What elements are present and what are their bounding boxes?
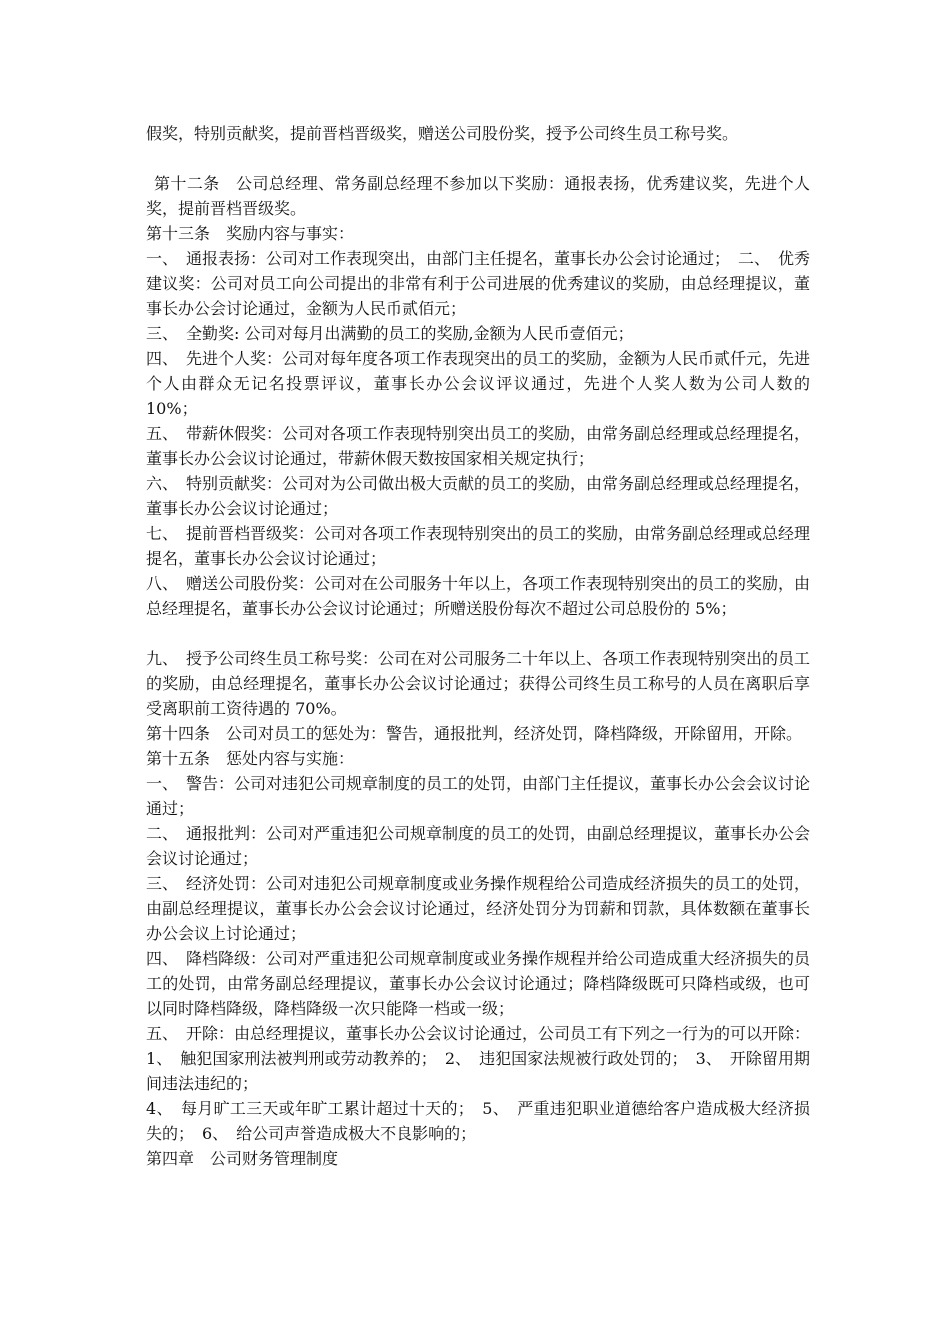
penalty-item-2: 二、 通报批判：公司对严重违犯公司规章制度的员工的处罚，由副总经理提议，董事长办公会会议讨论通过； <box>146 824 811 868</box>
award-item-8: 八、 赠送公司股份奖：公司对在公司服务十年以上，各项工作表现特别突出的员工的奖励，由总经理提名，董事长办公会议讨论通过；所赠送股份每次不超过公司总股份的 5%； <box>146 574 811 618</box>
penalty-item-5: 五、 开除：由总经理提议，董事长办公会议讨论通过，公司员工有下列之一行为的可以开除： <box>146 1024 811 1043</box>
dismissal-conditions-1-3: 1、 触犯国家刑法被判刑或劳动教养的； 2、 违犯国家法规被行政处罚的； 3、 开除留用期间违法违纪的； <box>146 1049 810 1093</box>
article-15-heading: 第十五条 惩处内容与实施： <box>146 749 355 768</box>
article-12: 第十二条 公司总经理、常务副总经理不参加以下奖励：通报表扬，优秀建议奖，先进个人奖，提前晋档晋级奖。 <box>146 174 810 218</box>
dismissal-conditions-4-6: 4、 每月旷工三天或年旷工累计超过十天的； 5、 严重违犯职业道德给客户造成极大经济损失的； 6、 给公司声誉造成极大不良影响的； <box>146 1099 810 1143</box>
penalty-item-1: 一、 警告：公司对违犯公司规章制度的员工的处罚，由部门主任提议，董事长办公会会议讨论通过； <box>146 774 811 818</box>
award-item-4: 四、 先进个人奖：公司对每年度各项工作表现突出的员工的奖励，金额为人民币贰仟元，先进个人由群众无记名投票评议，董事长办公会议评议通过，先进个人奖人数为公司人数的 10%； <box>146 349 811 418</box>
article-14: 第十四条 公司对员工的惩处为：警告，通报批判，经济处罚，降档降级，开除留用，开除。 <box>146 724 803 743</box>
award-item-3: 三、 全勤奖: 公司对每月出满勤的员工的奖励,金额为人民币壹佰元； <box>146 324 634 343</box>
penalty-item-3: 三、 经济处罚：公司对违犯公司规章制度或业务操作规程给公司造成经济损失的员工的处罚，由副总经理提议，董事长办公会会议讨论通过，经济处罚分为罚薪和罚款，具体数额在董事长办公会议上讨论通过； <box>146 874 811 943</box>
article-13-heading: 第十三条 奖励内容与事实： <box>146 224 355 243</box>
chapter-4-heading: 第四章 公司财务管理制度 <box>146 1149 339 1168</box>
paragraph-award-list-continued: 假奖，特别贡献奖，提前晋档晋级奖，赠送公司股份奖，授予公司终生员工称号奖。 <box>146 124 739 143</box>
award-item-1-2: 一、 通报表扬：公司对工作表现突出，由部门主任提名，董事长办公会讨论通过； 二、 优秀建议奖：公司对员工向公司提出的非常有利于公司进展的优秀建议的奖励，由总经理提议，董事长办公会讨论通过，金额为人民币贰佰元； <box>146 249 811 318</box>
award-item-9: 九、 授予公司终生员工称号奖：公司在对公司服务二十年以上、各项工作表现特别突出的员工的奖励，由总经理提名，董事长办公会议讨论通过；获得公司终生员工称号的人员在离职后享受离职前工资待遇的 70%。 <box>146 649 811 718</box>
penalty-item-4: 四、 降档降级：公司对严重违犯公司规章制度或业务操作规程并给公司造成重大经济损失的员工的处罚，由常务副总经理提议，董事长办公会议讨论通过；降档降级既可只降档或级，也可以同时降档降级，降档降级一次只能降一档或一级； <box>146 949 811 1018</box>
award-item-7: 七、 提前晋档晋级奖：公司对各项工作表现特别突出的员工的奖励，由常务副总经理或总经理提名，董事长办公会议讨论通过； <box>146 524 811 568</box>
award-item-6: 六、 特别贡献奖：公司对为公司做出极大贡献的员工的奖励，由常务副总经理或总经理提名，董事长办公会议讨论通过； <box>146 474 811 518</box>
award-item-5: 五、 带薪休假奖：公司对各项工作表现特别突出员工的奖励，由常务副总经理或总经理提名，董事长办公会议讨论通过，带薪休假天数按国家相关规定执行； <box>146 424 811 468</box>
document-body <box>146 121 810 1171</box>
